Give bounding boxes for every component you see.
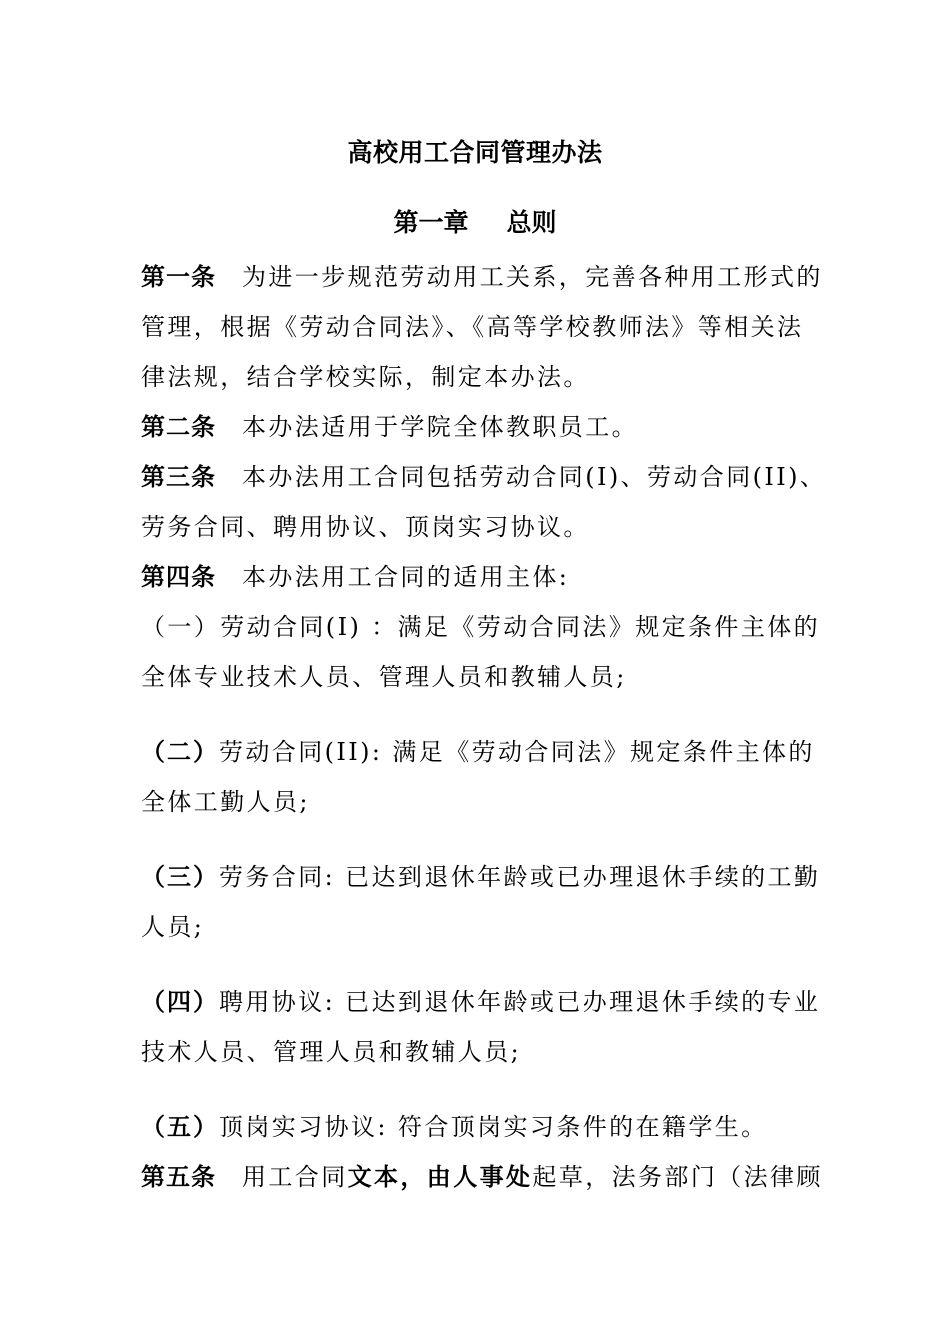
article-4-item-4-text: 聘用协议: 已达到退休年龄或已办理退休手续的专业 [219, 988, 821, 1016]
document-body [141, 252, 827, 1202]
article-1-line-2: 管理，根据《劳动合同法》、《高等学校教师法》等相关法 [141, 313, 804, 341]
article-4-item-5-number: （五） [141, 1113, 219, 1141]
article-3-line-2: 劳务合同、聘用协议、顶岗实习协议。 [141, 513, 590, 541]
article-1-text-1: 为进一步规范劳动用工关系，完善各种用工形式的 [242, 263, 823, 291]
article-5-text-seg-2: 文本，由人事处 [347, 1162, 533, 1191]
article-5-text-seg-3: 起草，法务部门（法律顾 [532, 1163, 823, 1191]
article-3-line-1 [141, 452, 827, 502]
article-4-item-2-line-1 [141, 727, 821, 777]
article-4-text-1: 本办法用工合同的适用主体: [242, 563, 570, 591]
article-4-line-1 [141, 552, 821, 602]
article-4-item-1-line-2: 全体专业技术人员、管理人员和教辅人员; [141, 663, 627, 691]
article-3-text-1: 本办法用工合同包括劳动合同(I)、劳动合同(II)、 [242, 463, 827, 491]
article-3-label: 第三条 [141, 463, 216, 491]
chapter-heading [0, 203, 950, 243]
article-4-item-4-line-1 [141, 977, 821, 1027]
chapter-number: 第一章 [393, 208, 469, 237]
article-4-item-5-text: 顶岗实习协议: 符合顶岗实习条件的在籍学生。 [219, 1113, 768, 1141]
article-2-line-1 [141, 402, 821, 452]
article-4-item-3-number: （三） [141, 863, 219, 891]
article-1-line-3: 律法规，结合学校实际，制定本办法。 [141, 363, 590, 391]
chapter-name: 总则 [506, 208, 557, 237]
article-4-item-2-number: （二） [141, 738, 219, 766]
article-4-label: 第四条 [141, 563, 216, 591]
article-1-label: 第一条 [141, 263, 216, 291]
article-4-item-5-line-1 [141, 1102, 821, 1152]
article-4-item-3-text: 劳务合同: 已达到退休年龄或已办理退休手续的工勤 [219, 863, 821, 891]
article-2-text-1: 本办法适用于学院全体教职员工。 [242, 413, 638, 441]
article-5-line-1 [141, 1152, 821, 1202]
article-4-item-2-line-2: 全体工勤人员; [141, 788, 310, 816]
article-2-label: 第二条 [141, 413, 216, 441]
document-title: 高校用工合同管理办法 [347, 138, 603, 167]
article-4-item-4-number: （四） [141, 988, 219, 1016]
article-4-item-2-text: 劳动合同(II): 满足《劳动合同法》规定条件主体的 [219, 738, 815, 766]
article-1-line-1 [141, 252, 821, 302]
article-4-item-3-line-1 [141, 852, 821, 902]
article-4-item-4-line-2: 技术人员、管理人员和教辅人员; [141, 1038, 522, 1066]
article-5-label: 第五条 [141, 1163, 216, 1191]
article-5-text-seg-1: 用工合同 [242, 1163, 348, 1191]
article-4-item-1-line-1: （一）劳动合同(I) ：满足《劳动合同法》规定条件主体的 [141, 613, 821, 641]
article-4-item-3-line-2: 人员; [141, 913, 205, 941]
